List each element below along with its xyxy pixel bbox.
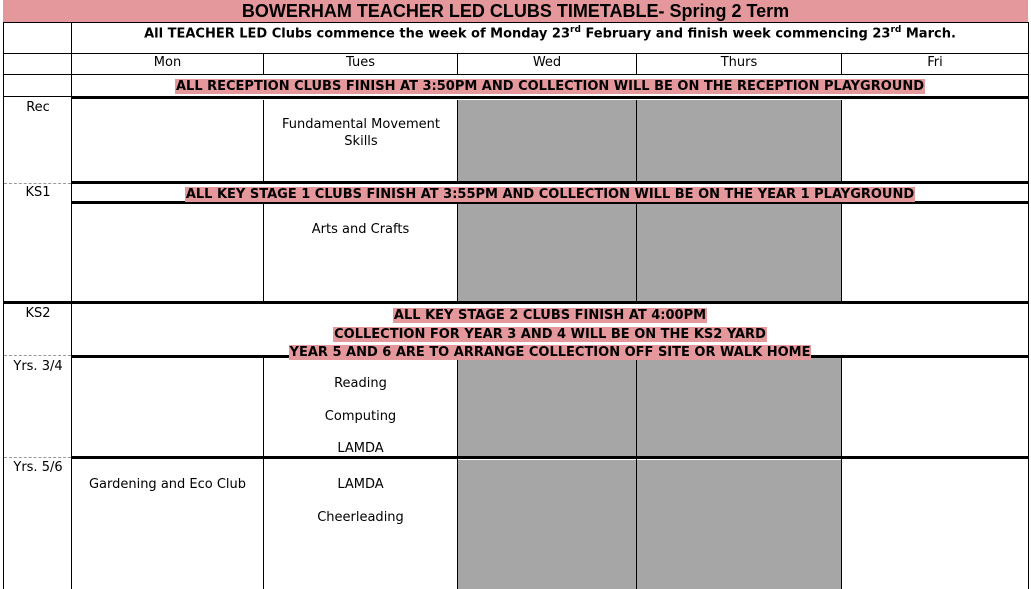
wed-ks1-unavailable bbox=[458, 204, 636, 302]
ks1-tues-club: Arts and Crafts bbox=[311, 222, 410, 237]
day-header-wed: Wed bbox=[532, 55, 562, 70]
ks2-notice-line1: ALL KEY STAGE 2 CLUBS FINISH AT 4:00PM bbox=[393, 308, 707, 323]
row-label-rec: Rec bbox=[26, 100, 50, 115]
divider-mon-tues-rec bbox=[263, 100, 264, 182]
day-header-mon: Mon bbox=[153, 55, 182, 70]
term-dates-sup1: rd bbox=[570, 25, 581, 35]
term-dates-note bbox=[72, 22, 1028, 53]
y56-tues-club-2: Cheerleading bbox=[317, 510, 404, 525]
divider-thurs-fri-ks2 bbox=[841, 358, 842, 589]
term-dates-part1: All TEACHER LED Clubs commence the week of Monday 23 bbox=[144, 26, 571, 42]
ks2-left-dash bbox=[4, 355, 71, 356]
rec-row-left-line bbox=[3, 96, 72, 97]
divider-mon-tues-ks2 bbox=[263, 358, 264, 589]
term-dates-sup2: rd bbox=[890, 25, 902, 35]
divider-mon-tues-ks1 bbox=[263, 204, 264, 302]
divider-wed-thurs-ks2 bbox=[636, 358, 637, 589]
thurs-y34-unavailable bbox=[637, 358, 841, 457]
y56-tues-club-1: LAMDA bbox=[337, 477, 384, 492]
reception-notice-bottom-line bbox=[71, 96, 1029, 99]
divider-wed-thurs-ks1 bbox=[636, 204, 637, 302]
y34-tues-club-3: LAMDA bbox=[337, 441, 384, 456]
ks1-notice-row bbox=[72, 184, 1028, 201]
y34-row-bottom-line bbox=[71, 456, 1029, 459]
rec-row-left-dash bbox=[4, 183, 71, 184]
y56-mon-club: Gardening and Eco Club bbox=[88, 477, 247, 492]
thurs-y56-unavailable bbox=[637, 460, 841, 589]
day-header-fri: Fri bbox=[927, 55, 943, 70]
reception-notice-row bbox=[72, 75, 1028, 96]
row-label-ks2: KS2 bbox=[25, 306, 51, 321]
ks1-row-bottom-line bbox=[3, 301, 1029, 304]
y34-tues-club-1: Reading bbox=[334, 376, 387, 391]
reception-notice: ALL RECEPTION CLUBS FINISH AT 3:50PM AND COLLECTION WILL BE ON THE RECEPTION PLAYGROUND bbox=[175, 79, 925, 94]
term-dates-part3: March. bbox=[901, 26, 956, 42]
ks2-notice-line2: COLLECTION FOR YEAR 3 AND 4 WILL BE ON THE KS2 YARD bbox=[334, 326, 766, 342]
thurs-ks1-unavailable bbox=[637, 204, 841, 302]
wed-rec-unavailable bbox=[458, 100, 636, 182]
divider-tues-wed-ks1 bbox=[457, 204, 458, 302]
right-border bbox=[1028, 22, 1029, 589]
timetable-title: BOWERHAM TEACHER LED CLUBS TIMETABLE- Spring 2 Term bbox=[3, 0, 1028, 22]
ks2-notice-line3: YEAR 5 AND 6 ARE TO ARRANGE COLLECTION OFF SITE OR WALK HOME bbox=[289, 345, 811, 360]
row-label-y34: Yrs. 3/4 bbox=[13, 359, 63, 374]
rec-tues-club: Fundamental Movement Skills bbox=[281, 117, 441, 149]
y34-tues-club-2: Computing bbox=[324, 409, 397, 424]
row-label-ks1: KS1 bbox=[25, 185, 51, 200]
row-label-y56: Yrs. 5/6 bbox=[13, 460, 63, 475]
day-header-thurs: Thurs bbox=[720, 55, 758, 70]
day-header-tues: Tues bbox=[346, 55, 375, 70]
wed-y56-unavailable bbox=[458, 460, 636, 589]
divider-thurs-fri-ks1 bbox=[841, 204, 842, 302]
divider-tues-wed-rec bbox=[457, 100, 458, 182]
term-dates-part2: February and finish week commencing 23 bbox=[580, 26, 891, 42]
thurs-rec-unavailable bbox=[637, 100, 841, 182]
divider-wed-thurs-rec bbox=[636, 100, 637, 182]
ks2-notice bbox=[72, 306, 1028, 362]
ks1-notice: ALL KEY STAGE 1 CLUBS FINISH AT 3:55PM AND COLLECTION WILL BE ON THE YEAR 1 PLAYGROUND bbox=[185, 187, 915, 202]
divider-thurs-fri-rec bbox=[841, 100, 842, 182]
divider-tues-wed-ks2 bbox=[457, 358, 458, 589]
subtitle-bottom-line bbox=[3, 53, 1029, 54]
wed-y34-unavailable bbox=[458, 358, 636, 457]
y34-left-dash bbox=[4, 457, 71, 458]
